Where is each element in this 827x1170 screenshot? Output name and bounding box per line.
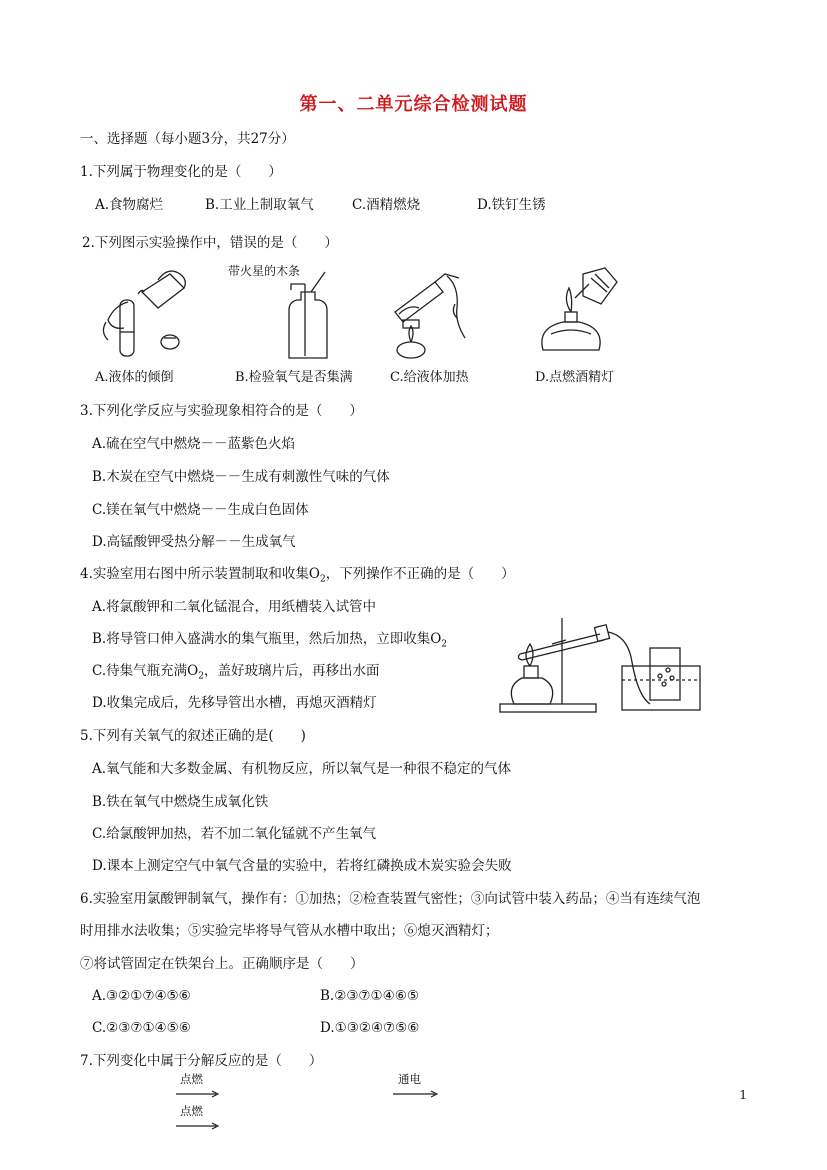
- figure-oxygen-apparatus: [500, 618, 700, 716]
- q3-option-c: C.镁在氧气中燃烧－－生成白色固体: [92, 502, 309, 518]
- q4-option-c-tail: ，盖好玻璃片后，再移出水面: [203, 663, 380, 679]
- q6-option-c: C.②③⑦①④⑤⑥: [92, 1020, 191, 1036]
- reaction-arrow-2: [393, 1090, 439, 1098]
- q1-option-b: B.工业上制取氧气: [205, 197, 314, 213]
- figure-oxygen-test: [275, 280, 355, 360]
- page-number: 1: [739, 1088, 747, 1102]
- arrow-condition-2: 通电: [398, 1072, 421, 1086]
- reaction-arrow-3: [176, 1122, 220, 1130]
- caption-d: D.点燃酒精灯: [535, 370, 615, 385]
- arrow-condition-1: 点燃: [180, 1072, 203, 1086]
- q3-option-a: A.硫在空气中燃烧－－蓝紫色火焰: [92, 436, 296, 452]
- reaction-arrow-1: [176, 1090, 220, 1098]
- q1-option-c: C.酒精燃烧: [352, 197, 421, 213]
- question-6-stem-line2: 时用排水法收集；⑤实验完毕将导气管从水槽中取出；⑥熄灭酒精灯；: [80, 923, 499, 939]
- figure-b-label: 带火星的木条: [228, 264, 301, 278]
- page-title: 第一、二单元综合检测试题: [299, 94, 528, 115]
- q3-option-b: B.木炭在空气中燃烧－－生成有刺激性气味的气体: [92, 469, 390, 485]
- q1-option-a: A.食物腐烂: [95, 197, 164, 213]
- q4-option-c-text: C.待集气瓶充满O: [92, 663, 199, 679]
- q4-option-c-sub: 2: [198, 671, 204, 682]
- caption-b: B.检验氧气是否集满: [235, 370, 353, 385]
- q4-option-c: [92, 662, 379, 686]
- q5-option-c: C.给氯酸钾加热，若不加二氧化锰就不产生氧气: [92, 826, 377, 842]
- q6-option-a: A.③②①⑦④⑤⑥: [92, 988, 191, 1004]
- question-5-stem: 5.下列有关氧气的叙述正确的是( ): [80, 728, 306, 744]
- q4-option-b-text: B.将导管口伸入盛满水的集气瓶里，然后加热，立即收集O: [92, 631, 442, 647]
- q4-option-b-sub: 2: [441, 639, 448, 650]
- question-3-stem: 3.下列化学反应与实验现象相符合的是（ ）: [80, 403, 363, 419]
- q5-option-a: A.氧气能和大多数金属、有机物反应，所以氧气是一种很不稳定的气体: [92, 761, 512, 777]
- question-6-stem-line3: ⑦将试管固定在铁架台上。正确顺序是（ ）: [80, 956, 364, 972]
- question-2-stem: 2.下列图示实验操作中，错误的是（ ）: [82, 235, 338, 251]
- q4-stem-sub: 2: [319, 574, 326, 585]
- caption-a: A.液体的倾倒: [95, 370, 174, 385]
- figure-liquid-pouring: [98, 262, 208, 362]
- figure-liquid-heating: [385, 268, 475, 360]
- q5-option-d: D.课本上测定空气中氧气含量的实验中，若将红磷换成木炭实验会失败: [92, 858, 512, 874]
- q4-stem-b: ，下列操作不正确的是（ ）: [325, 566, 515, 582]
- q3-option-d: D.高锰酸钾受热分解－－生成氧气: [92, 534, 296, 550]
- q1-option-d: D.铁钉生锈: [477, 197, 546, 213]
- q4-option-b: [92, 630, 447, 654]
- q6-option-d: D.①③②④⑦⑤⑥: [320, 1020, 420, 1036]
- question-1-stem: 1.下列属于物理变化的是（ ）: [80, 164, 282, 180]
- figure-lamp-lighting: [535, 268, 625, 358]
- q6-option-b: B.②③⑦①④⑥⑤: [320, 988, 419, 1004]
- q4-option-d: D.收集完成后，先移导管出水槽，再熄灭酒精灯: [92, 695, 377, 711]
- arrow-condition-3: 点燃: [180, 1104, 203, 1118]
- question-6-stem-line1: 6.实验室用氯酸钾制氧气，操作有：①加热；②检查装置气密性；③向试管中装入药品；④当有连续气泡: [80, 891, 701, 907]
- question-4-stem: [80, 565, 515, 589]
- q4-option-a: A.将氯酸钾和二氧化锰混合，用纸槽装入试管中: [92, 599, 377, 615]
- question-7-stem: 7.下列变化中属于分解反应的是（ ）: [80, 1053, 323, 1069]
- caption-c: C.给液体加热: [390, 370, 469, 385]
- section-heading: 一、选择题（每小题3分，共27分）: [80, 131, 295, 147]
- q4-stem-a: 4.实验室用右图中所示装置制取和收集O: [80, 566, 320, 582]
- q5-option-b: B.铁在氧气中燃烧生成氧化铁: [92, 794, 269, 810]
